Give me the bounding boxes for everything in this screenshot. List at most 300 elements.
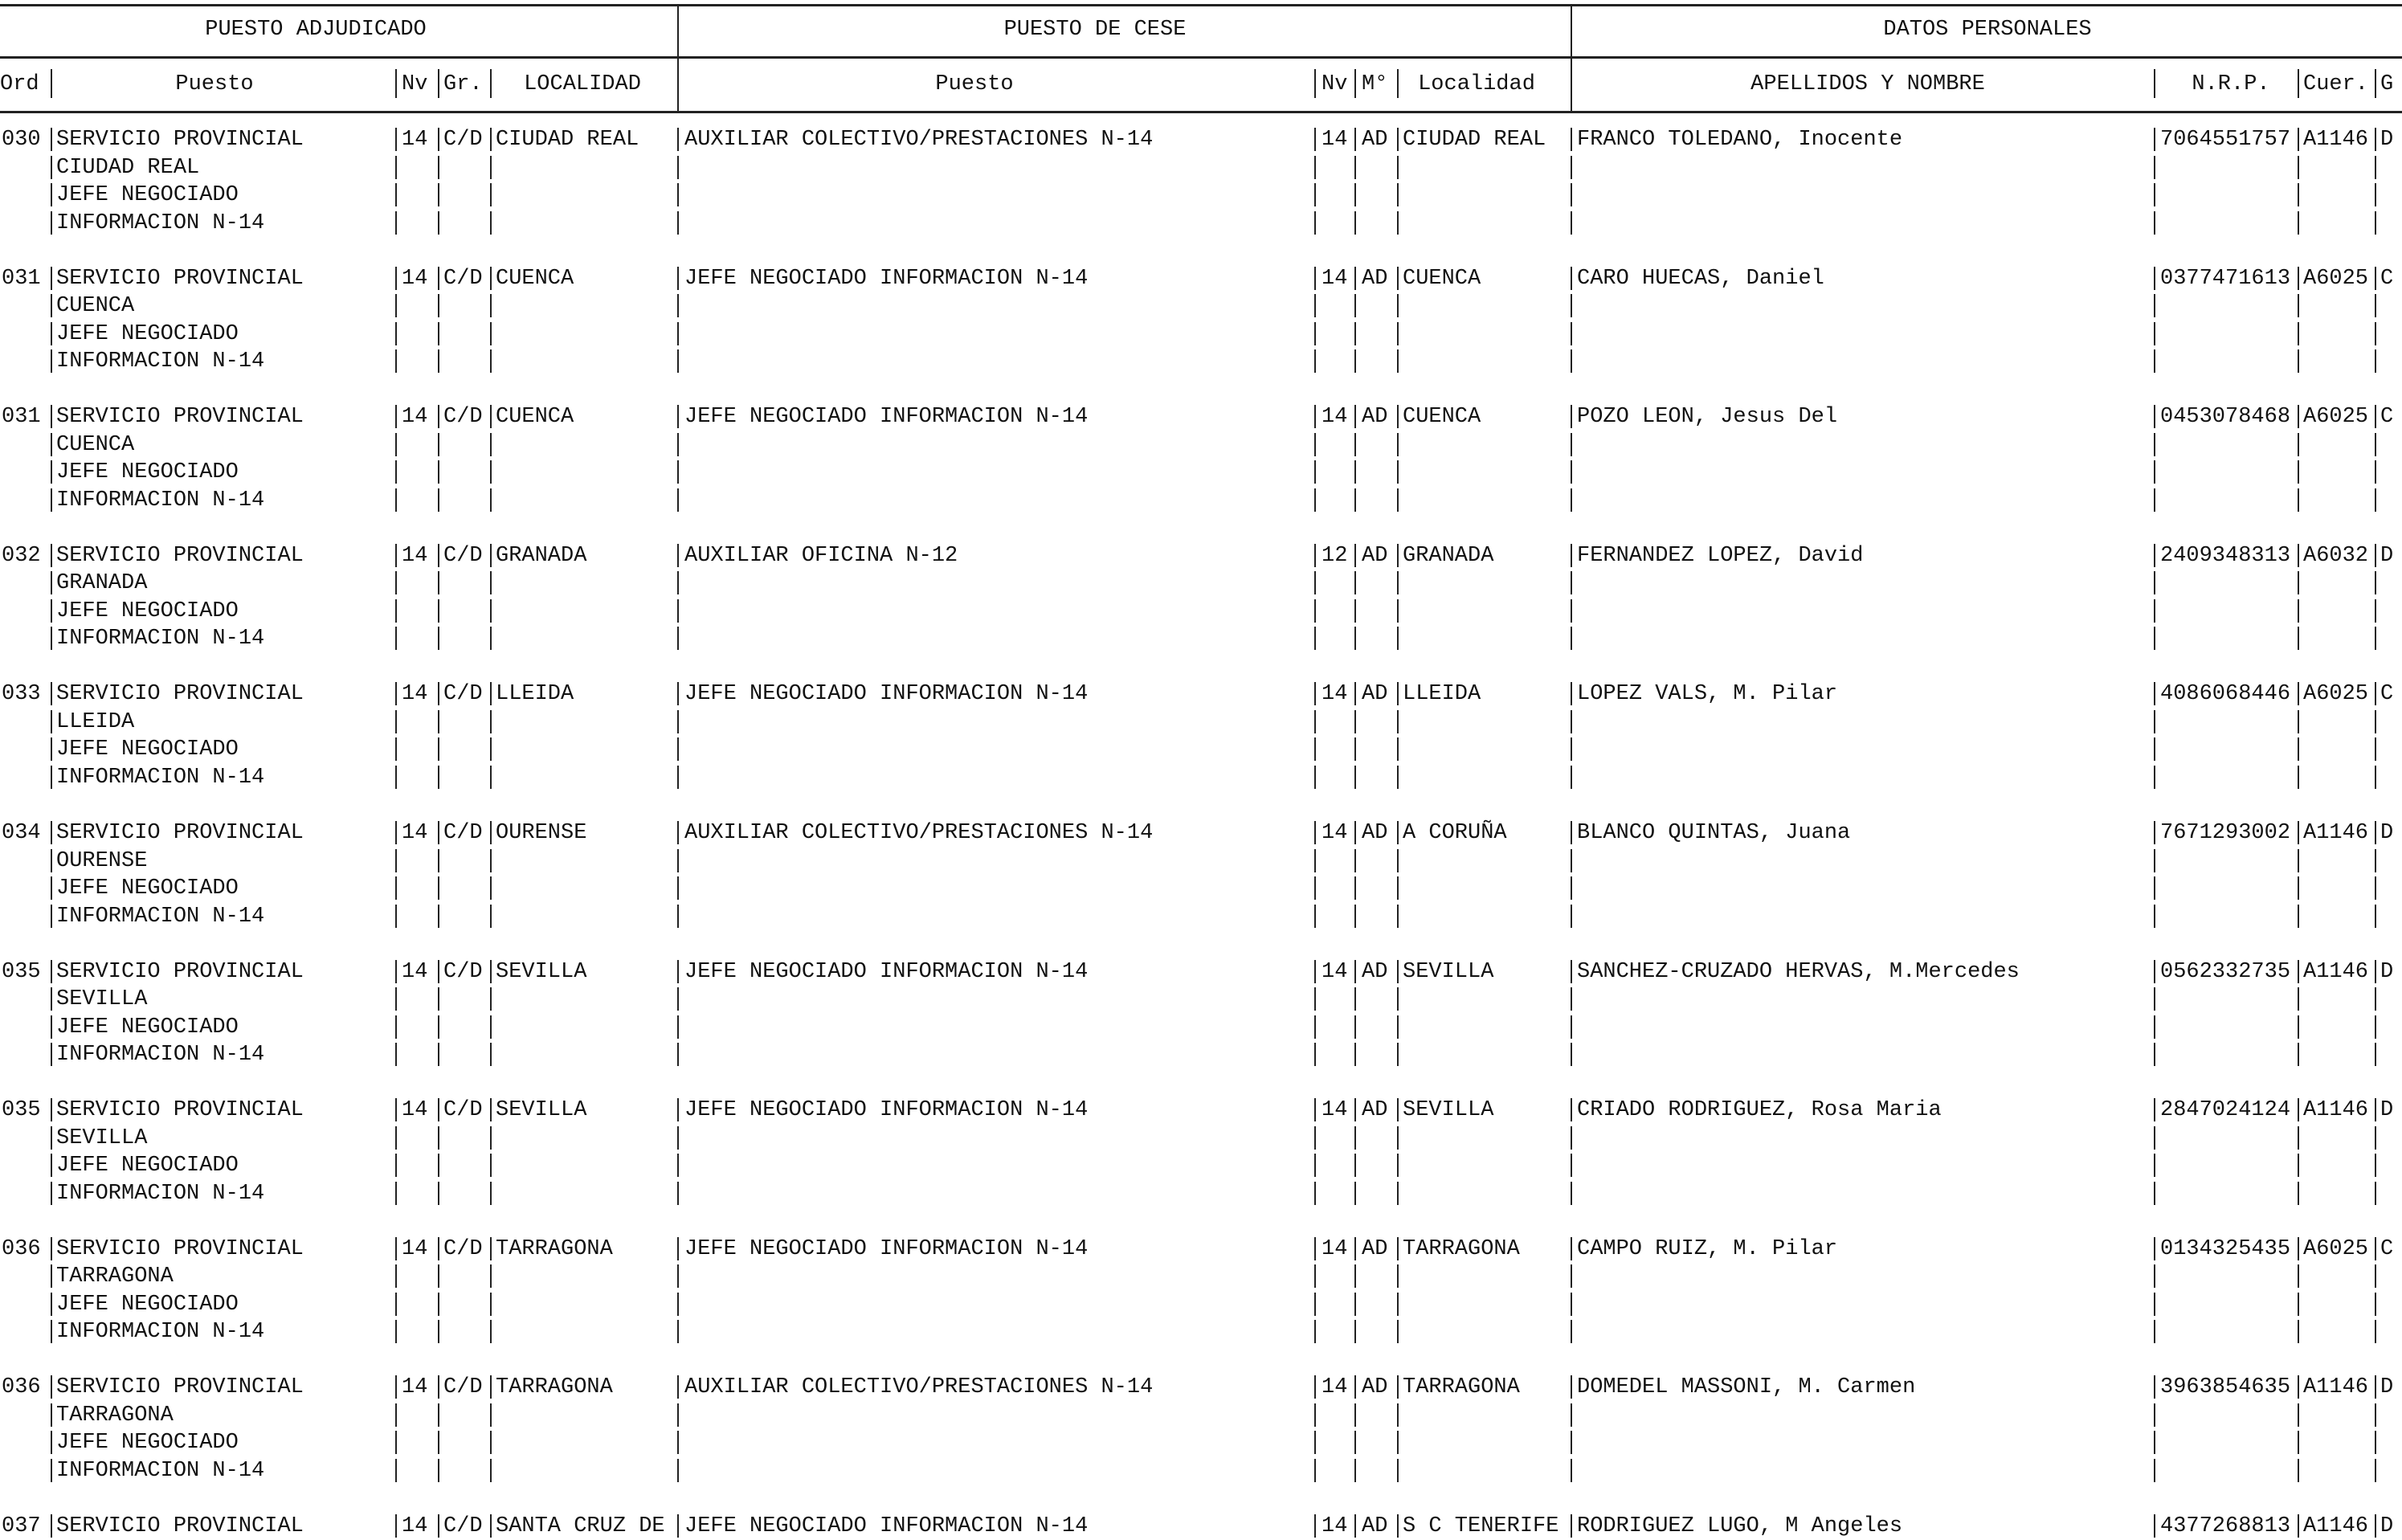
cell-divider [395,405,397,428]
cell-divider [2375,1098,2376,1121]
cell-divider [1397,1431,1399,1454]
cell-divider [438,571,439,594]
cell-divider [438,960,439,983]
cell-divider [1354,433,1356,456]
cell-divider [2154,1182,2155,1205]
cell-divider [2298,544,2299,567]
cell-divider [2298,987,2299,1011]
cell-divider [2298,1293,2299,1316]
cell-divider [51,849,52,872]
cell-divider [1354,1015,1356,1039]
cell-divider [1397,1154,1399,1177]
cell-divider [2375,267,2376,290]
cell-divider [2154,1459,2155,1482]
cell-cuer: A1146 [2303,959,2369,984]
cell-divider [2154,1293,2155,1316]
cell-nombre: BLANCO QUINTAS, Juana [1577,821,1851,845]
cell-divider [1354,128,1356,151]
cell-divider [677,960,679,983]
cell-cese-localidad: LLEIDA [1403,682,1481,707]
cell-divider [51,1375,52,1399]
cell-divider [1571,405,1572,428]
cell-divider [395,599,397,623]
cell-puesto-line: TARRAGONA [56,1403,174,1428]
cell-divider [1314,294,1316,317]
cell-localidad: OURENSE [496,821,587,845]
cell-ord: 036 [2,1236,41,1261]
cell-divider [2298,682,2299,705]
cell-divider [677,1098,679,1121]
cell-divider [2298,960,2299,983]
cell-divider [490,1126,492,1150]
cell-divider [1571,1182,1572,1205]
cell-divider [1571,1264,1572,1288]
cell-divider [2154,267,2155,290]
cell-localidad: CUENCA [496,266,574,291]
cell-cuer: A1146 [2303,1514,2369,1538]
cell-cese-mo: AD [1362,266,1388,291]
cell-divider [51,488,52,512]
cell-divider [490,682,492,705]
cell-divider [677,460,679,484]
cell-divider [51,183,52,206]
cell-localidad: CUENCA [496,405,574,430]
cell-divider [2298,1264,2299,1288]
cell-divider [395,1264,397,1288]
cell-divider [2154,1237,2155,1260]
cell-divider [438,1459,439,1482]
cell-divider [677,1264,679,1288]
cell-divider [490,349,492,373]
cell-g: D [2380,821,2394,845]
cell-puesto-line: JEFE NEGOCIADO [56,321,239,346]
cell-cese-nv: 14 [1322,1514,1348,1538]
cell-nombre: LOPEZ VALS, M. Pilar [1577,682,1838,707]
cell-divider [438,405,439,428]
cell-divider [490,183,492,206]
cell-nrp: 2847024124 [2160,1098,2291,1123]
cell-divider [395,1431,397,1454]
cell-g: C [2380,682,2394,707]
cell-cese-nv: 14 [1322,405,1348,430]
cell-divider [2154,488,2155,512]
group-header-puesto-adjudicado: PUESTO ADJUDICADO [205,18,427,42]
cell-puesto-line: JEFE NEGOCIADO [56,876,239,901]
cell-cese-mo: AD [1362,1375,1388,1400]
cell-divider [1397,1514,1399,1538]
cell-divider [438,1126,439,1150]
cell-cese-nv: 14 [1322,1098,1348,1123]
cell-divider [438,460,439,484]
cell-divider [1571,128,1572,151]
cell-divider [490,294,492,317]
cell-divider [677,1154,679,1177]
cell-divider [1314,710,1316,733]
cell-nombre: DOMEDEL MASSONI, M. Carmen [1577,1375,1916,1400]
cell-gr: C/D [443,405,483,430]
cell-puesto-line: SERVICIO PROVINCIAL [56,543,304,568]
cell-cese-mo: AD [1362,128,1388,152]
cell-divider [2154,1514,2155,1538]
cell-g: D [2380,543,2394,568]
cell-divider [2298,1098,2299,1121]
cell-divider [395,737,397,761]
cell-cese-mo: AD [1362,543,1388,568]
cell-divider [438,488,439,512]
cell-divider [677,405,679,428]
cell-divider [438,627,439,650]
cell-divider [395,905,397,928]
cell-divider [395,960,397,983]
cell-divider [1314,211,1316,235]
cell-divider [51,1264,52,1288]
cell-divider [1354,737,1356,761]
cell-nrp: 0134325435 [2160,1236,2291,1261]
cell-divider [438,211,439,235]
cell-divider [2375,737,2376,761]
cell-nrp: 4086068446 [2160,682,2291,707]
cell-cuer: A6025 [2303,682,2369,707]
col-header-g: G [2380,72,2394,96]
cell-divider [490,488,492,512]
cell-puesto-line: OURENSE [56,848,148,873]
cell-puesto-line: TARRAGONA [56,1264,174,1289]
cell-divider [490,876,492,900]
cell-divider [677,1126,679,1150]
cell-divider [438,1237,439,1260]
cell-divider [677,821,679,844]
group-header-datos-personales: DATOS PERSONALES [1883,18,2092,42]
cell-g: C [2380,405,2394,430]
cell-divider [395,433,397,456]
cell-divider [395,156,397,179]
cell-cese-localidad: SEVILLA [1403,1098,1494,1123]
cell-cese-localidad: GRANADA [1403,543,1494,568]
cell-divider [1571,488,1572,512]
cell-divider [2375,1043,2376,1066]
cell-divider [2154,544,2155,567]
cell-divider [1397,1015,1399,1039]
cell-cese-puesto: JEFE NEGOCIADO INFORMACION N-14 [684,1098,1089,1123]
cell-divider [2375,1126,2376,1150]
cell-divider [51,211,52,235]
cell-divider [1314,1514,1316,1538]
cell-divider [490,1015,492,1039]
cell-divider [1397,1403,1399,1427]
cell-divider [1354,1182,1356,1205]
cell-divider [490,1237,492,1260]
cell-divider [1354,488,1356,512]
cell-divider [2154,1098,2155,1121]
cell-divider [2298,405,2299,428]
cell-puesto-line: SERVICIO PROVINCIAL [56,682,304,707]
cell-divider [1397,1375,1399,1399]
cell-divider [2375,905,2376,928]
cell-divider [1314,1403,1316,1427]
cell-puesto-line: SERVICIO PROVINCIAL [56,266,304,291]
cell-divider [1571,294,1572,317]
cell-divider [1397,821,1399,844]
cell-divider [395,294,397,317]
cell-divider [1314,1375,1316,1399]
cell-divider [51,1293,52,1316]
cell-divider [2154,183,2155,206]
cell-divider [677,1375,679,1399]
cell-divider [2298,1182,2299,1205]
cell-divider [1397,682,1399,705]
cell-divider [2298,183,2299,206]
cell-divider [1354,1459,1356,1482]
cell-g: D [2380,1375,2394,1400]
cell-divider [438,1043,439,1066]
cell-cese-mo: AD [1362,959,1388,984]
cell-puesto-line: GRANADA [56,571,148,596]
cell-divider [51,1320,52,1343]
cell-divider [1354,1514,1356,1538]
cell-divider [1314,627,1316,650]
col-header-gr: Gr. [443,72,483,96]
cell-divider [1314,849,1316,872]
cell-divider [1354,349,1356,373]
cell-divider [51,1431,52,1454]
cell-divider [2298,1126,2299,1150]
cell-divider [677,1015,679,1039]
cell-divider [1314,156,1316,179]
cell-divider [677,1237,679,1260]
cell-divider [1354,460,1356,484]
cell-divider [1314,821,1316,844]
cell-divider [395,211,397,235]
cell-divider [2375,599,2376,623]
cell-divider [490,1514,492,1538]
cell-divider [2154,571,2155,594]
cell-divider [1397,905,1399,928]
cell-divider [51,1043,52,1066]
cell-divider [1571,876,1572,900]
cell-divider [395,821,397,844]
cell-divider [2375,1264,2376,1288]
cell-divider [51,1015,52,1039]
cell-divider [2298,737,2299,761]
cell-divider [2375,405,2376,428]
cell-divider [1397,460,1399,484]
cell-nombre: CAMPO RUIZ, M. Pilar [1577,1236,1838,1261]
cell-divider [677,128,679,151]
cell-nombre: CRIADO RODRIGUEZ, Rosa Maria [1577,1098,1942,1123]
cell-divider [677,1403,679,1427]
cell-divider [490,1375,492,1399]
cell-divider [1354,1375,1356,1399]
cell-divider [438,1154,439,1177]
cell-divider [677,183,679,206]
cell-divider [2154,1375,2155,1399]
cell-puesto-line: JEFE NEGOCIADO [56,183,239,207]
cell-divider [1314,1154,1316,1177]
cell-divider [1397,710,1399,733]
cell-ord: 036 [2,1375,41,1400]
cell-puesto-line: SERVICIO PROVINCIAL [56,1098,304,1123]
cell-nv: 14 [402,1514,428,1538]
cell-ord: 033 [2,682,41,707]
cell-divider [1397,544,1399,567]
cell-divider [1314,183,1316,206]
cell-puesto-line: SERVICIO PROVINCIAL [56,821,304,845]
cell-divider [1314,1320,1316,1343]
cell-nrp: 2409348313 [2160,543,2291,568]
cell-g: D [2380,1514,2394,1538]
cell-divider [1571,1403,1572,1427]
cell-cese-puesto: JEFE NEGOCIADO INFORMACION N-14 [684,959,1089,984]
cell-divider [438,128,439,151]
cell-divider [2375,876,2376,900]
cell-divider [2154,460,2155,484]
cell-divider [1314,267,1316,290]
cell-divider [490,849,492,872]
cell-divider [438,849,439,872]
cell-divider [51,156,52,179]
cell-divider [395,544,397,567]
cell-divider [51,544,52,567]
cell-divider [1314,1264,1316,1288]
cell-divider [51,1154,52,1177]
cell-divider [2154,1043,2155,1066]
cell-divider [2154,627,2155,650]
col-header-nrp: N.R.P. [2192,72,2270,96]
cell-gr: C/D [443,1514,483,1538]
cell-nv: 14 [402,543,428,568]
cell-divider [1397,766,1399,789]
cell-puesto-line: SERVICIO PROVINCIAL [56,1514,304,1538]
cell-puesto-line: CIUDAD REAL [56,155,200,180]
cell-divider [1397,405,1399,428]
cell-divider [2298,433,2299,456]
cell-divider [677,905,679,928]
cell-divider [2375,544,2376,567]
cell-divider [1397,183,1399,206]
cell-divider [1571,849,1572,872]
cell-divider [490,156,492,179]
column-divider [438,69,439,98]
cell-divider [2375,682,2376,705]
cell-divider [438,294,439,317]
cell-divider [1397,1126,1399,1150]
cell-divider [677,1320,679,1343]
cell-g: D [2380,128,2394,152]
cell-gr: C/D [443,1375,483,1400]
cell-divider [1397,211,1399,235]
cell-divider [677,710,679,733]
cell-divider [1397,1182,1399,1205]
cell-divider [2154,960,2155,983]
cell-divider [1314,766,1316,789]
cell-divider [490,1459,492,1482]
cell-divider [1354,1320,1356,1343]
cell-divider [51,1126,52,1150]
cell-ord: 032 [2,543,41,568]
cell-divider [490,267,492,290]
cell-divider [2298,128,2299,151]
cell-divider [490,1043,492,1066]
cell-divider [677,1431,679,1454]
cell-divider [2375,1293,2376,1316]
cell-divider [395,1126,397,1150]
cell-cese-puesto: JEFE NEGOCIADO INFORMACION N-14 [684,266,1089,291]
cell-divider [490,627,492,650]
cell-divider [2298,1403,2299,1427]
cell-divider [490,1403,492,1427]
cell-divider [1397,488,1399,512]
cell-divider [438,682,439,705]
cell-cese-localidad: TARRAGONA [1403,1375,1520,1400]
cell-divider [490,1320,492,1343]
cell-divider [677,294,679,317]
cell-divider [1571,433,1572,456]
header-top-rule [0,4,2402,6]
cell-cuer: A1146 [2303,1375,2369,1400]
cell-divider [2375,1459,2376,1482]
col-header-cese-puesto: Puesto [935,72,1014,96]
cell-divider [2154,987,2155,1011]
cell-ord: 031 [2,405,41,430]
cell-divider [2298,156,2299,179]
cell-divider [2375,571,2376,594]
cell-divider [1571,987,1572,1011]
cell-divider [51,128,52,151]
cell-divider [490,710,492,733]
cell-divider [395,460,397,484]
cell-gr: C/D [443,266,483,291]
cell-divider [1571,460,1572,484]
cell-nrp: 7064551757 [2160,128,2291,152]
cell-divider [51,294,52,317]
cell-divider [2154,211,2155,235]
cell-divider [51,405,52,428]
cell-divider [51,821,52,844]
cell-cese-nv: 14 [1322,1236,1348,1261]
cell-divider [1354,821,1356,844]
cell-divider [1354,710,1356,733]
cell-divider [438,1098,439,1121]
cell-divider [677,571,679,594]
cell-divider [2154,905,2155,928]
cell-divider [2375,1015,2376,1039]
cell-divider [2298,849,2299,872]
cell-divider [2298,766,2299,789]
cell-nv: 14 [402,682,428,707]
cell-divider [677,766,679,789]
cell-divider [438,322,439,345]
cell-divider [490,960,492,983]
cell-divider [677,849,679,872]
cell-divider [395,322,397,345]
cell-divider [2298,460,2299,484]
column-divider [1314,69,1316,98]
cell-divider [2298,294,2299,317]
cell-divider [1397,1098,1399,1121]
cell-nombre: FERNANDEZ LOPEZ, David [1577,543,1864,568]
cell-divider [1314,544,1316,567]
cell-divider [1354,1237,1356,1260]
cell-nombre: CARO HUECAS, Daniel [1577,266,1824,291]
cell-divider [51,1514,52,1538]
cell-divider [2375,433,2376,456]
cell-divider [677,599,679,623]
cell-divider [438,1182,439,1205]
cell-divider [2298,211,2299,235]
cell-divider [2375,183,2376,206]
cell-divider [2298,349,2299,373]
cell-divider [438,987,439,1011]
